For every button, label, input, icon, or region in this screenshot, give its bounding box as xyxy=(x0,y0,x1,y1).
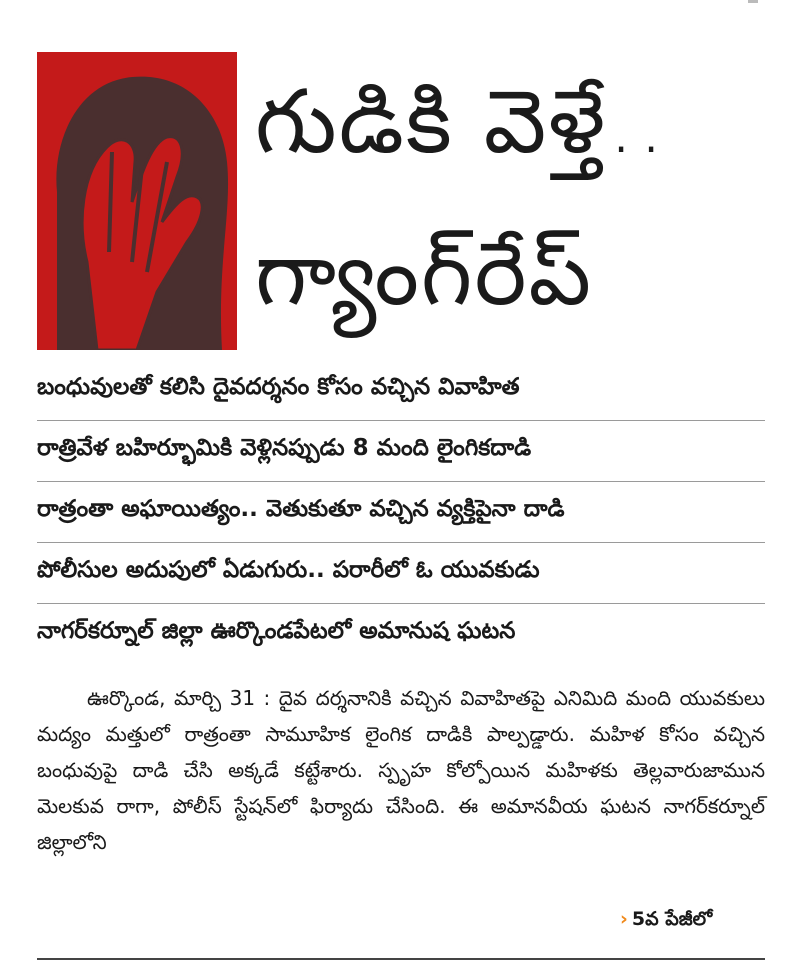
chevron-right-icon: › xyxy=(620,908,628,930)
page-corner-mark xyxy=(748,0,758,3)
subheadline: రాత్రంతా అఘాయిత్యం.. వెతుకుతూ వచ్చిన వ్యక్తిపైనా దాడి xyxy=(37,482,765,543)
headline-line-2: గ్యాంగ్‌రేప్ xyxy=(255,222,594,325)
subheadline: నాగర్‌కర్నూల్ జిల్లా ఊర్కొండపేటలో అమానుష ఘటన xyxy=(37,618,516,644)
subheadline: బంధువులతో కలిసి దైవదర్శనం కోసం వచ్చిన వివాహిత xyxy=(37,360,765,421)
article-photo xyxy=(37,52,237,350)
body-paragraph: ఊర్కొండ, మార్చి 31 : దైవ దర్శనానికి వచ్చిన వివాహితపై ఎనిమిది మంది యువకులు మద్యం మత్తులో రాత్రంతా సామూహిక లైంగిక దాడికి పాల్పడ్డారు. మహిళ కోసం వచ్చిన బంధువుపై దాడి చేసి అక్కడే కట్టేశారు. స్పృహ కోల్పోయిన మహిళకు తెల్లవారుజామున మెలకువ రాగా, పోలీస్ స్టేషన్‌లో ఫిర్యాదు చేసింది. ఈ అమానవీయ ఘటన నాగర్‌కర్నూల్ జిల్లాలోని xyxy=(37,686,765,854)
article-body xyxy=(37,680,765,860)
subheadline-list xyxy=(37,360,765,664)
subheadline: రాత్రివేళ బహిర్భూమికి వెళ్లినప్పుడు 8 మంది లైంగికదాడి xyxy=(37,421,765,482)
continuation-link[interactable] xyxy=(620,908,712,935)
subheadline: పోలీసుల అదుపులో ఏడుగురు.. పరారీలో ఓ యువకుడు xyxy=(37,543,765,604)
continuation-label: 5వ పేజీలో xyxy=(631,908,713,930)
silhouette-hands-icon xyxy=(37,52,237,350)
headline-line-1: గుడికి వెళ్తే.. xyxy=(255,70,668,173)
bottom-divider xyxy=(37,958,765,960)
